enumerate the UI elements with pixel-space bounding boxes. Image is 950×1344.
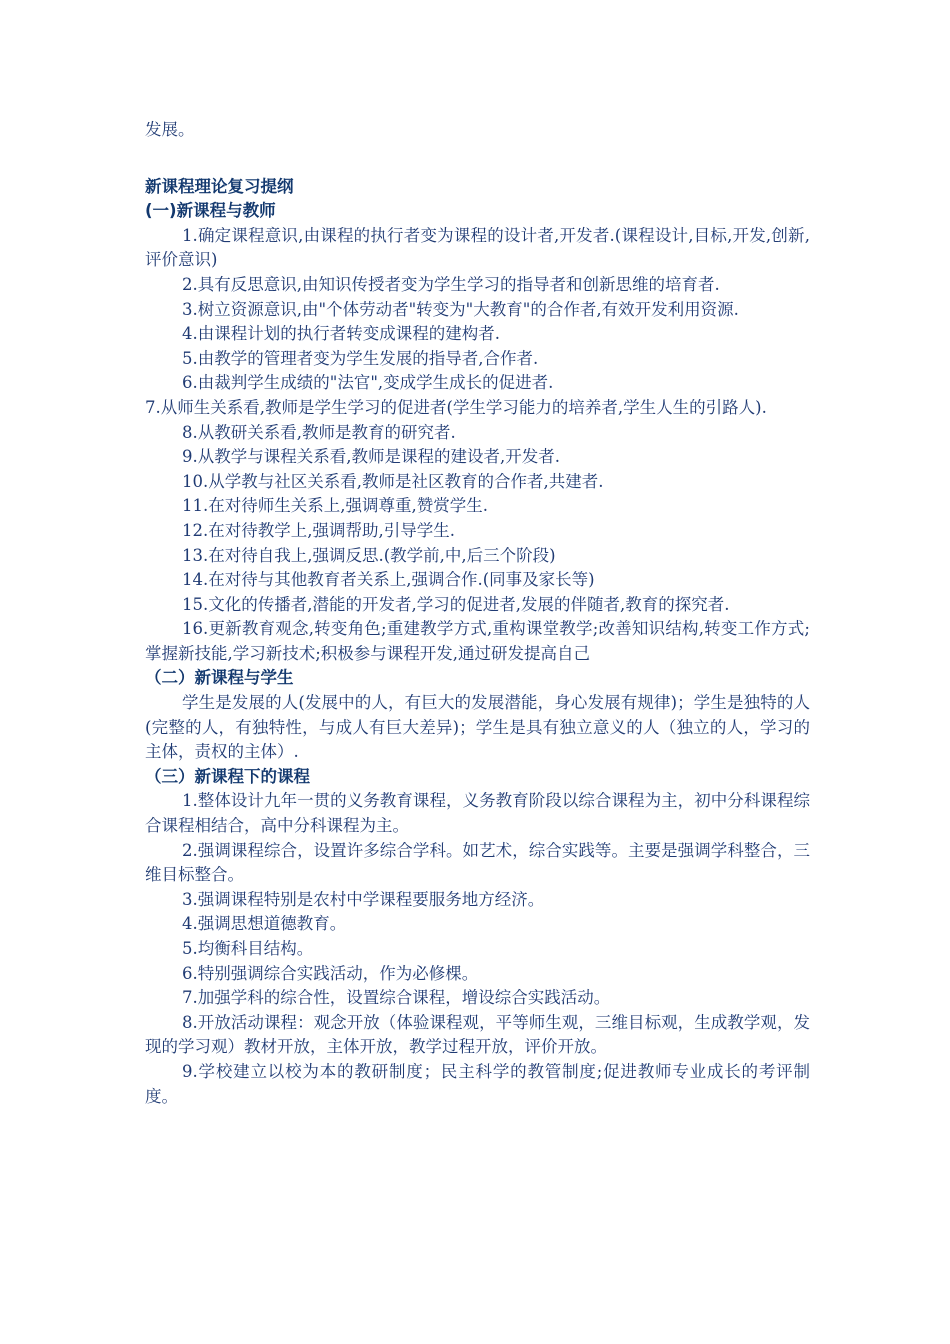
doc-title: 新课程理论复习提纲 [145, 176, 294, 196]
document-page [145, 118, 810, 1109]
list-item: 10.从学教与社区关系看,教师是社区教育的合作者,共建者. [182, 471, 604, 491]
section3-heading: （三）新课程下的课程 [145, 766, 310, 786]
list-item: 7.加强学科的综合性，设置综合课程，增设综合实践活动。 [182, 988, 611, 1008]
list-item: 8.开放活动课程：观念开放（体验课程观，平等师生观，三维目标观，生成教学观，发现的学习观）教材开放，主体开放，教学过程开放，评价开放。 [145, 1012, 810, 1057]
list-item: 1.整体设计九年一贯的义务教育课程，义务教育阶段以综合课程为主，初中分科课程综合课程相结合，高中分科课程为主。 [145, 791, 810, 836]
lead-text: 发展。 [145, 120, 195, 139]
list-item: 13.在对待自我上,强调反思.(教学前,中,后三个阶段) [182, 545, 556, 565]
list-item: 4.由课程计划的执行者转变成课程的建构者. [182, 324, 500, 344]
section1-heading: (一)新课程与教师 [145, 201, 276, 221]
list-item: 8.从教研关系看,教师是教育的研究者. [182, 422, 456, 442]
list-item: 12.在对待教学上,强调帮助,引导学生. [182, 520, 455, 540]
list-item: 4.强调思想道德教育。 [182, 914, 347, 934]
list-item: 2.具有反思意识,由知识传授者变为学生学习的指导者和创新思维的培育者. [182, 274, 720, 294]
list-item: 6.由裁判学生成绩的"法官",变成学生成长的促进者. [182, 373, 554, 393]
list-item: 14.在对待与其他教育者关系上,强调合作.(同事及家长等) [182, 570, 595, 590]
list-item: 7.从师生关系看,教师是学生学习的促进者(学生学习能力的培养者,学生人生的引路人). [145, 397, 767, 417]
list-item: 3.树立资源意识,由"个体劳动者"转变为"大教育"的合作者,有效开发利用资源. [182, 299, 739, 319]
section2-heading: （二）新课程与学生 [145, 668, 294, 688]
list-item: 5.由教学的管理者变为学生发展的指导者,合作者. [182, 348, 539, 368]
list-item: 6.特别强调综合实践活动，作为必修棵。 [182, 963, 479, 983]
list-item: 2.强调课程综合，设置许多综合学科。如艺术，综合实践等。主要是强调学科整合，三维目标整合。 [145, 840, 810, 885]
list-item: 9.从教学与课程关系看,教师是课程的建设者,开发者. [182, 447, 560, 467]
spacer [145, 143, 810, 175]
list-item: 3.强调课程特别是农村中学课程要服务地方经济。 [182, 889, 545, 909]
list-item: 5.均衡科目结构。 [182, 939, 314, 958]
list-item: 9.学校建立以校为本的教研制度；民主科学的教管制度;促进教师专业成长的考评制度。 [145, 1061, 810, 1106]
list-item: 16.更新教育观念,转变角色;重建教学方式,重构课堂教学;改善知识结构,转变工作方式;掌握新技能,学习新技术;积极参与课程开发,通过研发提高自己 [145, 619, 810, 663]
list-item: 1.确定课程意识,由课程的执行者变为课程的设计者,开发者.(课程设计,目标,开发,创新,评价意识) [145, 225, 810, 270]
section2-body: 学生是发展的人(发展中的人，有巨大的发展潜能，身心发展有规律)；学生是独特的人(完整的人，有独特性，与成人有巨大差异)；学生是具有独立意义的人（独立的人，学习的主体，责权的主体）. [145, 693, 810, 762]
list-item: 15.文化的传播者,潜能的开发者,学习的促进者,发展的伴随者,教育的探究者. [182, 594, 730, 614]
list-item: 11.在对待师生关系上,强调尊重,赞赏学生. [182, 496, 488, 516]
